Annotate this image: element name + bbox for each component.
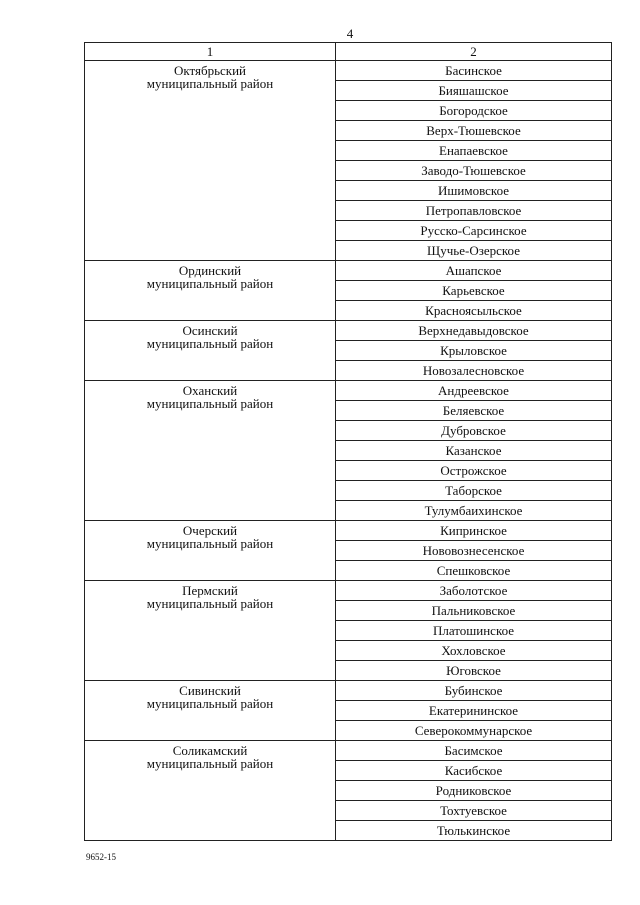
settlement-cell: Бубинское (336, 681, 612, 701)
district-type: муниципальный район (146, 536, 274, 551)
settlement-cell: Енапаевское (336, 141, 612, 161)
settlement-cell: Дубровское (336, 421, 612, 441)
settlement-cell: Верх-Тюшевское (336, 121, 612, 141)
district-name: Ординский (178, 263, 242, 278)
settlement-cell: Тюлькинское (336, 821, 612, 841)
district-cell (85, 61, 336, 261)
table-row (85, 521, 612, 541)
table-row (85, 741, 612, 761)
settlement-cell: Заболотское (336, 581, 612, 601)
settlement-cell: Андреевское (336, 381, 612, 401)
settlement-cell: Богородское (336, 101, 612, 121)
settlement-cell: Хохловское (336, 641, 612, 661)
settlement-cell: Северокоммунарское (336, 721, 612, 741)
settlement-cell: Русско-Сарсинское (336, 221, 612, 241)
settlement-cell: Ашапское (336, 261, 612, 281)
district-cell (85, 681, 336, 741)
district-cell (85, 261, 336, 321)
district-cell (85, 321, 336, 381)
settlement-cell: Тохтуевское (336, 801, 612, 821)
settlement-cell: Родниковское (336, 781, 612, 801)
settlement-cell: Петропавловское (336, 201, 612, 221)
district-type: муниципальный район (146, 276, 274, 291)
settlement-cell: Бияшашское (336, 81, 612, 101)
table-row (85, 581, 612, 601)
settlement-cell: Басимское (336, 741, 612, 761)
settlement-cell: Новозалесновское (336, 361, 612, 381)
settlement-cell: Екатерининское (336, 701, 612, 721)
table-header-row (85, 43, 612, 61)
settlement-cell: Верхнедавыдовское (336, 321, 612, 341)
settlement-cell: Кипринское (336, 521, 612, 541)
settlement-cell: Касибское (336, 761, 612, 781)
settlement-cell: Юговское (336, 661, 612, 681)
table-body (85, 43, 612, 841)
settlement-cell: Заводо-Тюшевское (336, 161, 612, 181)
district-cell (85, 381, 336, 521)
district-type: муниципальный район (146, 396, 274, 411)
district-name: Пермский (182, 583, 238, 598)
district-cell (85, 741, 336, 841)
column-header-1: 1 (85, 43, 336, 61)
settlement-cell: Крыловское (336, 341, 612, 361)
settlement-cell: Пальниковское (336, 601, 612, 621)
settlement-cell: Красноясыльское (336, 301, 612, 321)
district-cell (85, 521, 336, 581)
settlement-cell: Беляевское (336, 401, 612, 421)
district-type: муниципальный район (146, 696, 274, 711)
settlement-cell: Платошинское (336, 621, 612, 641)
settlement-cell: Карьевское (336, 281, 612, 301)
district-name: Очерский (182, 523, 238, 538)
district-type: муниципальный район (146, 336, 274, 351)
district-cell (85, 581, 336, 681)
district-name: Соликамский (172, 743, 248, 758)
settlement-cell: Спешковское (336, 561, 612, 581)
district-name: Осинский (182, 323, 238, 338)
district-name: Оханский (182, 383, 238, 398)
district-type: муниципальный район (146, 76, 274, 91)
table-row (85, 261, 612, 281)
settlement-cell: Острожское (336, 461, 612, 481)
table-row (85, 61, 612, 81)
settlement-cell: Таборское (336, 481, 612, 501)
table-row (85, 681, 612, 701)
district-type: муниципальный район (146, 596, 274, 611)
settlement-cell: Ишимовское (336, 181, 612, 201)
settlement-cell: Нововознесенское (336, 541, 612, 561)
settlement-cell: Басинское (336, 61, 612, 81)
settlement-cell: Щучье-Озерское (336, 241, 612, 261)
table-row (85, 381, 612, 401)
settlements-table (84, 42, 612, 841)
footer-document-code: 9652-15 (86, 852, 116, 862)
district-type: муниципальный район (146, 756, 274, 771)
district-name: Сивинский (179, 683, 241, 698)
page-number: 4 (346, 26, 354, 41)
settlement-cell: Казанское (336, 441, 612, 461)
settlement-cell: Тулумбаихинское (336, 501, 612, 521)
column-header-2: 2 (336, 43, 612, 61)
district-name: Октябрьский (173, 63, 247, 78)
table-row (85, 321, 612, 341)
